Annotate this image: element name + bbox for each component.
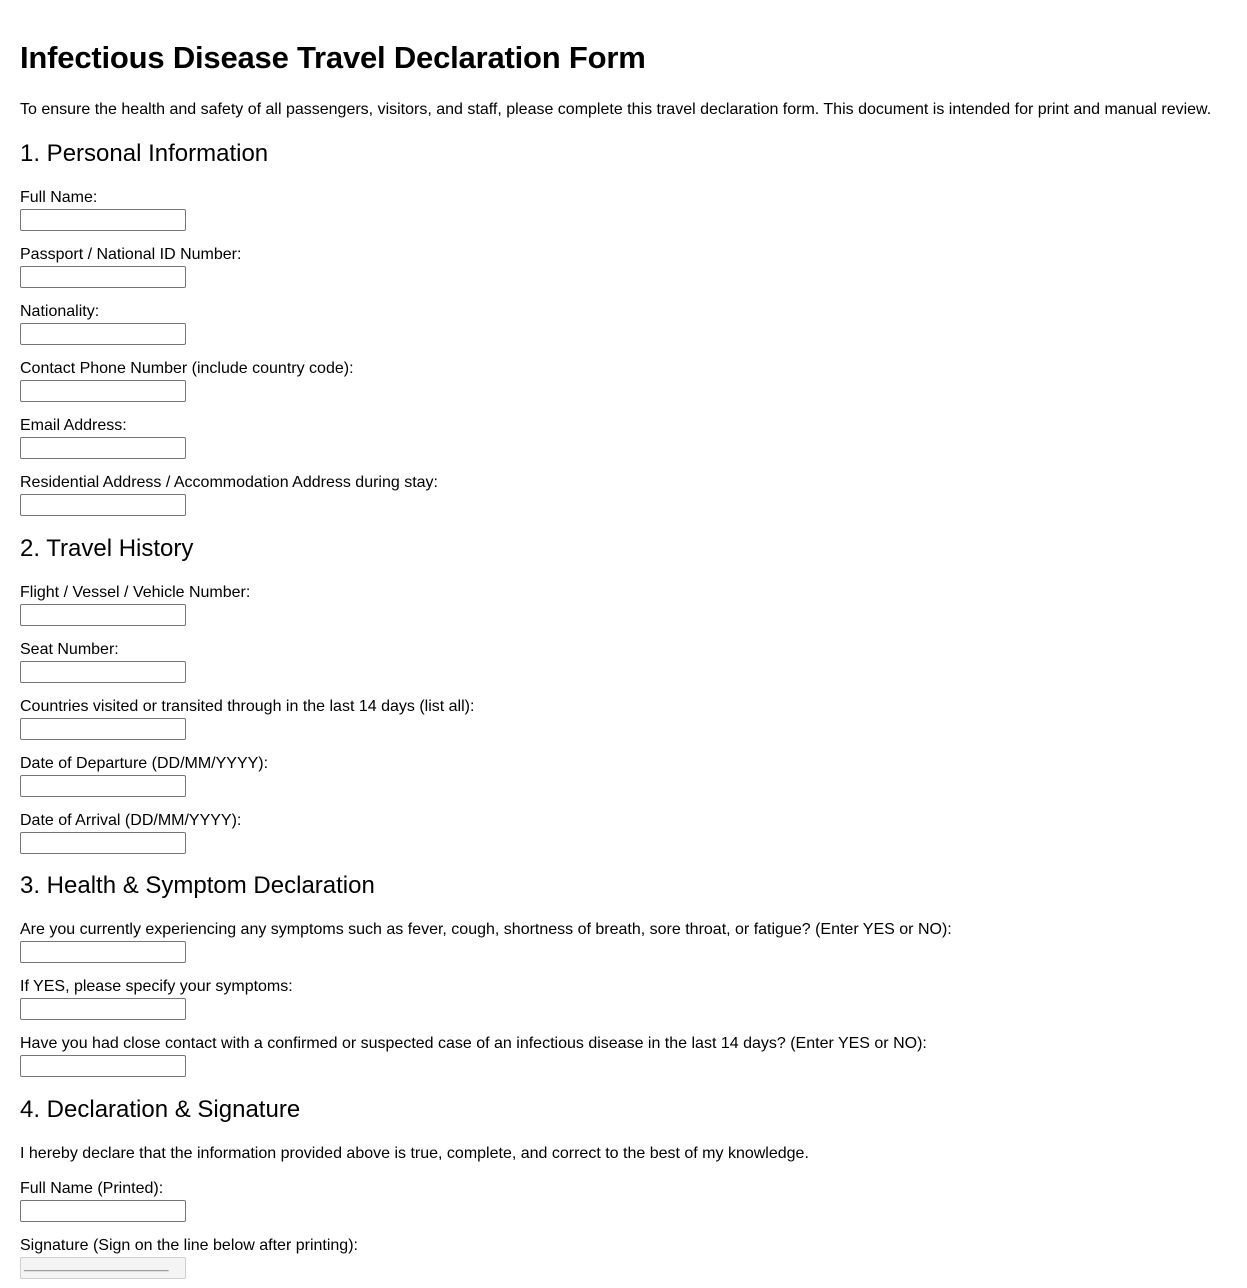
full-name-input[interactable] (20, 209, 186, 231)
section-heading-travel: 2. Travel History (20, 535, 194, 562)
passport-label: Passport / National ID Number: (20, 246, 242, 263)
close-contact-label: Have you had close contact with a confirmed or suspected case of an infectious disease in the last 14 days? (Enter YES or NO): (20, 1035, 927, 1052)
arrival-date-label: Date of Arrival (DD/MM/YYYY): (20, 812, 242, 829)
email-label: Email Address: (20, 417, 127, 434)
field-address (20, 474, 1220, 516)
field-printed-name (20, 1180, 1220, 1222)
signature-label: Signature (Sign on the line below after printing): (20, 1237, 358, 1254)
field-passport (20, 246, 1220, 288)
phone-input[interactable] (20, 380, 186, 402)
field-nationality (20, 303, 1220, 345)
seat-input[interactable] (20, 661, 186, 683)
field-signature (20, 1237, 1220, 1279)
field-symptoms (20, 921, 1220, 963)
address-input[interactable] (20, 494, 186, 516)
printed-name-input[interactable] (20, 1200, 186, 1222)
declaration-statement: I hereby declare that the information provided above is true, complete, and correct to the best of my knowledge. (20, 1145, 809, 1162)
nationality-input[interactable] (20, 323, 186, 345)
address-label: Residential Address / Accommodation Address during stay: (20, 474, 438, 491)
symptom-details-input[interactable] (20, 998, 186, 1020)
seat-label: Seat Number: (20, 641, 119, 658)
field-arrival-date (20, 812, 1220, 854)
section-heading-personal: 1. Personal Information (20, 140, 269, 167)
field-seat (20, 641, 1220, 683)
field-full-name (20, 189, 1220, 231)
field-flight (20, 584, 1220, 626)
printed-name-label: Full Name (Printed): (20, 1180, 164, 1197)
phone-label: Contact Phone Number (include country code): (20, 360, 354, 377)
symptoms-input[interactable] (20, 941, 186, 963)
countries-label: Countries visited or transited through in the last 14 days (list all): (20, 698, 475, 715)
full-name-label: Full Name: (20, 189, 98, 206)
flight-label: Flight / Vessel / Vehicle Number: (20, 584, 251, 601)
signature-line: __________________________ (20, 1257, 186, 1279)
section-heading-health: 3. Health & Symptom Declaration (20, 872, 375, 899)
section-heading-declaration: 4. Declaration & Signature (20, 1096, 301, 1123)
passport-input[interactable] (20, 266, 186, 288)
field-close-contact (20, 1035, 1220, 1077)
flight-input[interactable] (20, 604, 186, 626)
close-contact-input[interactable] (20, 1055, 186, 1077)
arrival-date-input[interactable] (20, 832, 186, 854)
field-symptom-details (20, 978, 1220, 1020)
symptoms-label: Are you currently experiencing any symptoms such as fever, cough, shortness of breath, sore throat, or fatigue? (Enter YES or NO): (20, 921, 952, 938)
email-input[interactable] (20, 437, 186, 459)
field-email (20, 417, 1220, 459)
form-intro: To ensure the health and safety of all passengers, visitors, and staff, please complete this travel declaration form. This document is intended for print and manual review. (20, 101, 1212, 118)
field-phone (20, 360, 1220, 402)
departure-date-label: Date of Departure (DD/MM/YYYY): (20, 755, 269, 772)
nationality-label: Nationality: (20, 303, 100, 320)
symptom-details-label: If YES, please specify your symptoms: (20, 978, 293, 995)
form-title: Infectious Disease Travel Declaration Form (20, 40, 646, 75)
field-departure-date (20, 755, 1220, 797)
field-countries (20, 698, 1220, 740)
countries-input[interactable] (20, 718, 186, 740)
departure-date-input[interactable] (20, 775, 186, 797)
